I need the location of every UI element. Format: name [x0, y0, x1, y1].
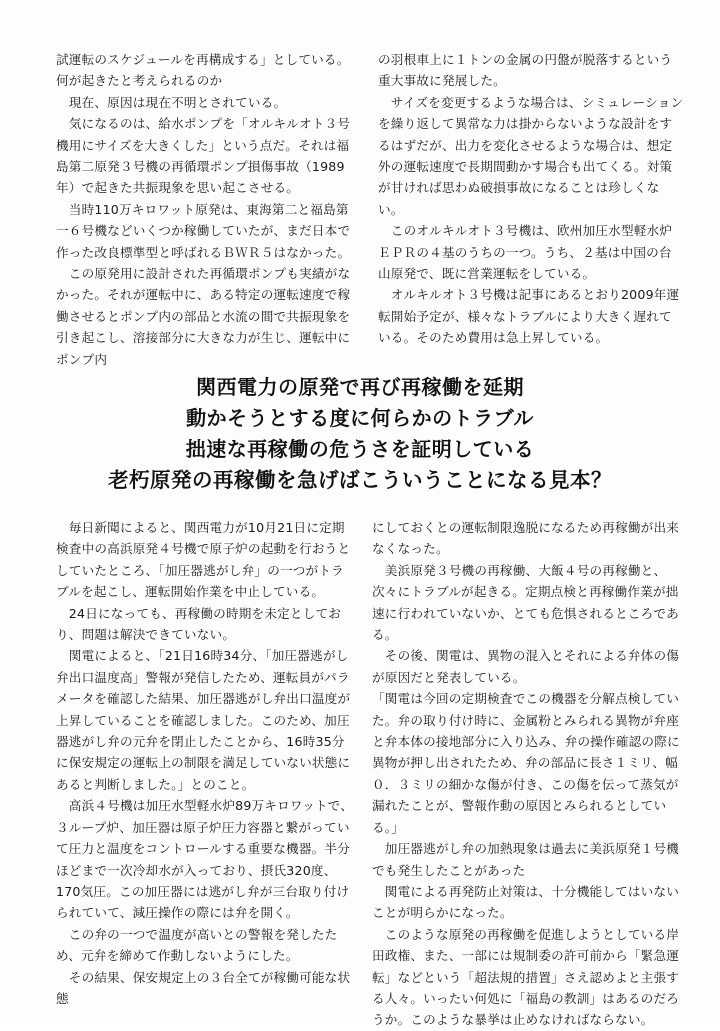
bottom-article-left-column [56, 517, 356, 1009]
paragraph: 24日になっても、再稼働の時期を未定としており、問題は解決できていない。 [56, 605, 342, 643]
paragraph: サイズを変更するような場合は、シミュレーションを繰り返して異常な力は掛からないような設計をするはずだが、出力を変化させるような場合は、想定外の運転速度で長期間動かす場合も出てくる。対策が甘ければ思わぬ破損事故になることは珍しくない。 [378, 94, 684, 217]
top-article-right-column [378, 49, 684, 349]
paragraph: オルキルオト３号機は記事にあるとおり2009年運転開始予定が、様々なトラブルにより大きく遅れている。そのため費用は急上昇している。 [378, 287, 680, 346]
top-article-left-column [56, 49, 356, 370]
paragraph: その結果、保安規定上の３台全てが稼働可能な状態 [56, 969, 351, 1006]
paragraph: にしておくとの運転制限逸脱になるため再稼働が出来なくなった。 [372, 520, 680, 557]
paragraph: 当時110万キロワット原発は、東海第二と福島第一６号機などいくつか稼働していたが、まだ日本で作った改良標準型と呼ばれるＢＷＲ５はなかった。 [56, 201, 351, 260]
headline-line-2: 動かそうとする度に何らかのトラブル [186, 406, 534, 430]
article-headline [0, 372, 720, 496]
paragraph: の羽根車上に１トンの金属の円盤が脱落するという重大事故に発展した。 [378, 52, 673, 89]
headline-line-1: 関西電力の原発で再び再稼働を延期 [196, 375, 524, 399]
paragraph: その後、関電は、異物の混入とそれによる弁体の傷が原因だと発表している。 [372, 648, 680, 685]
paragraph: 関電による再発防止対策は、十分機能してはいないことが明らかになった。 [372, 883, 680, 921]
paragraph: このような原発の再稼働を促進しようとしている岸田政権、また、一部には規制委の許可前から「緊急運転」などという「超法規的措置」さえ認めよと主張する人々。いったい何処に「福島の教訓」はあるのだろうか。このような暴挙は止めなければならない。 [372, 926, 680, 1028]
paragraph: 「関電は今回の定期検査でこの機器を分解点検していた。弁の取り付け時に、金属粉とみられる異物が弁座と弁本体の接地部分に入り込み、弁の操作確認の際に異物が押し出されたため、弁の部品に長さ１ミリ、幅０．３ミリの細かな傷が付き、この傷を伝って蒸気が漏れたことが、警報作動の原因とみられるとしている。」 [372, 691, 680, 835]
headline-line-3: 拙速な再稼働の危うさを証明している [185, 437, 535, 461]
paragraph: 毎日新聞によると、関西電力が10月21日に定期検査中の高浜原発４号機で原子炉の起動を行おうとしていたところ、「加圧器逃がし弁」の一つがトラブルを起こし、運転開始作業を中止している。 [56, 520, 351, 600]
bottom-article-right-column [372, 517, 682, 1031]
paragraph: 高浜４号機は加圧水型軽水炉89万キロワットで、３ループ炉、加圧器は原子炉圧力容器と繋がっていて圧力と温度をコントロールする重要な機器。半分ほどまで一次冷却水が入っており、摂氏320度、170気圧。この加圧器には逃がし弁が三台取り付けられていて、減圧操作の際には弁を開く。 [56, 798, 354, 921]
paragraph: 試運転のスケジュールを再構成する」としている。 [56, 52, 350, 67]
paragraph: 気になるのは、給水ポンプを「オルキルオト３号機用にサイズを大きくした」という点だ。それは福島第二原発３号機の再循環ポンプ損傷事故（1989年）で起きた共振現象を思い起こさせる。 [56, 116, 351, 196]
paragraph: このオルキルオト３号機は、欧州加圧水型軽水炉ＥＰＲの４基のうちの一つ。うち、２基は中国の台山原発で、既に営業運転をしている。 [378, 223, 673, 282]
paragraph: 関電によると、「21日16時34分、「加圧器逃がし弁出口温度高」警報が発信したため、運転員がパラメータを確認した結果、加圧器逃がし弁出口温度が上昇していることを確認しました。このため、加圧器逃がし弁の元弁を閉止したことから、16時35分に保安規定の運転上の制限を満足していない状態にあると判断しました。」とのこと。 [56, 648, 351, 792]
paragraph: 現在、原因は現在不明とされている。 [56, 94, 287, 110]
paragraph: この弁の一つで温度が高いとの警報を発したため、元弁を締めて作動しないようにした。 [56, 926, 338, 964]
paragraph: 美浜原発３号機の再稼働、大飯４号の再稼働と、次々にトラブルが起きる。定期点検と再稼働作業が拙速に行われていないか、とても危惧されるところである。 [372, 562, 679, 643]
paragraph: 何が起きたと考えられるのか [56, 73, 223, 89]
paragraph: 加圧器逃がし弁の加熱現象は過去に美浜原発１号機でも発生したことがあった [372, 841, 680, 878]
headline-line-4: 老朽原発の再稼働を急げばこういうことになる見本？ [108, 468, 612, 492]
paragraph: この原発用に設計された再循環ポンプも実績がなかった。それが運転中に、ある特定の運転速度で稼働させるとポンプ内の部品と水流の間で共振現象を引き起こし、溶接部分に大きな力が生じ、運転中にポンプ内 [56, 266, 351, 367]
